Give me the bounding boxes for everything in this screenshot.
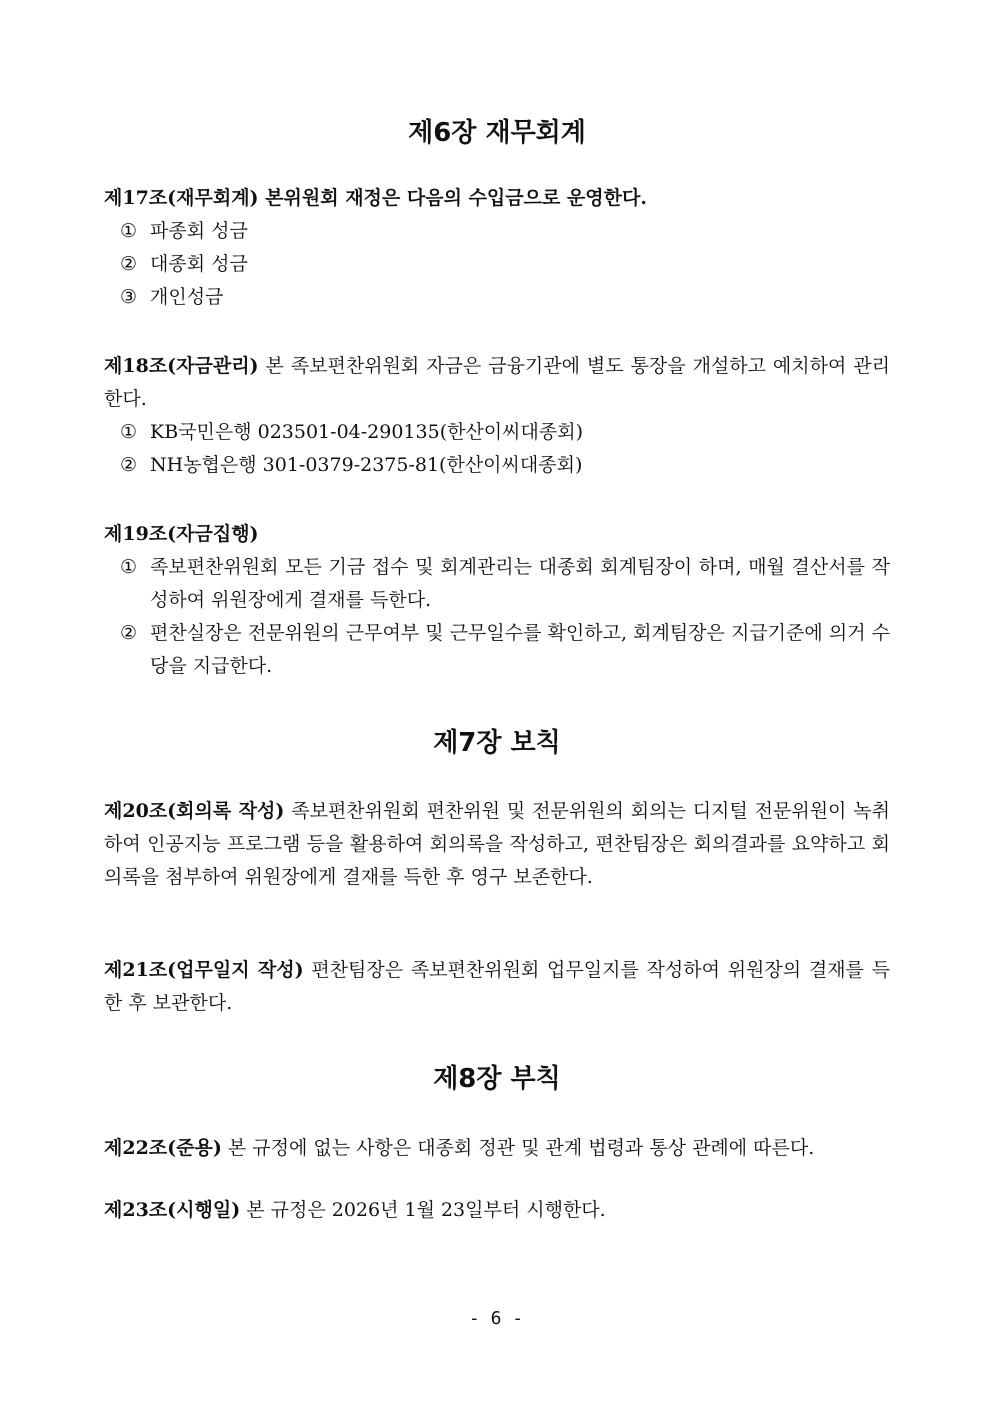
article-17-head: 제17조(재무회계) <box>104 187 259 209</box>
article-21-text: 편찬팀장은 족보편찬위원회 업무일지를 작성하여 위원장의 결재를 득한 후 보관한다. <box>104 959 891 1014</box>
chapter-7-title: 제7장 보칙 <box>433 728 561 758</box>
article-18-head: 제18조(자금관리) <box>104 355 259 377</box>
article-19-head: 제19조(자금집행) <box>104 523 259 545</box>
article-23-head: 제23조(시행일) <box>104 1199 241 1221</box>
article-21-head: 제21조(업무일지 작성) <box>104 959 304 981</box>
article-23 <box>104 1194 890 1227</box>
article-20 <box>104 795 890 894</box>
article-21 <box>104 954 890 1020</box>
article-19 <box>104 518 890 683</box>
article-22-head: 제22조(준용) <box>104 1137 222 1159</box>
page-number: - 6 - <box>468 1308 524 1329</box>
article-17 <box>104 182 890 314</box>
article-23-text: 본 규정은 2026년 1월 23일부터 시행한다. <box>240 1199 606 1221</box>
list-item: ① KB국민은행 023501-04-290135(한산이씨대종회) <box>120 421 583 443</box>
chapter-8-title: 제8장 부칙 <box>433 1064 561 1094</box>
list-item: ① 파종회 성금 <box>120 220 248 242</box>
chapter-6-title: 제6장 재무회계 <box>408 118 586 148</box>
article-22-text: 본 규정에 없는 사항은 대종회 정관 및 관계 법령과 통상 관례에 따른다. <box>221 1137 815 1159</box>
article-20-text: 족보편찬위원회 편찬위원 및 전문위원의 회의는 디지털 전문위원이 녹취하여 인공지능 프로그램 등을 활용하여 회의록을 작성하고, 편찬팀장은 회의결과를 요약하고 회의록을 첨부하여 위원장에게 결재를 득한 후 영구 보존한다. <box>104 800 890 888</box>
article-18 <box>104 350 890 482</box>
article-18-text: 본 족보편찬위원회 자금은 금융기관에 별도 통장을 개설하고 예치하여 관리한다. <box>104 355 890 410</box>
list-item: ② 편찬실장은 전문위원의 근무여부 및 근무일수를 확인하고, 회계팀장은 지급기준에 의거 수당을 지급한다. <box>120 622 890 677</box>
list-item: ③ 개인성금 <box>120 286 224 308</box>
list-item: ① 족보편찬위원회 모든 기금 접수 및 회계관리는 대종회 회계팀장이 하며, 매월 결산서를 작성하여 위원장에게 결재를 득한다. <box>120 556 890 611</box>
article-22 <box>104 1132 890 1165</box>
article-17-text: 본위원회 재정은 다음의 수입금으로 운영한다. <box>258 187 647 209</box>
list-item: ② 대종회 성금 <box>120 253 248 275</box>
list-item: ② NH농협은행 301-0379-2375-81(한산이씨대종회) <box>120 454 583 476</box>
article-20-head: 제20조(회의록 작성) <box>104 800 285 822</box>
